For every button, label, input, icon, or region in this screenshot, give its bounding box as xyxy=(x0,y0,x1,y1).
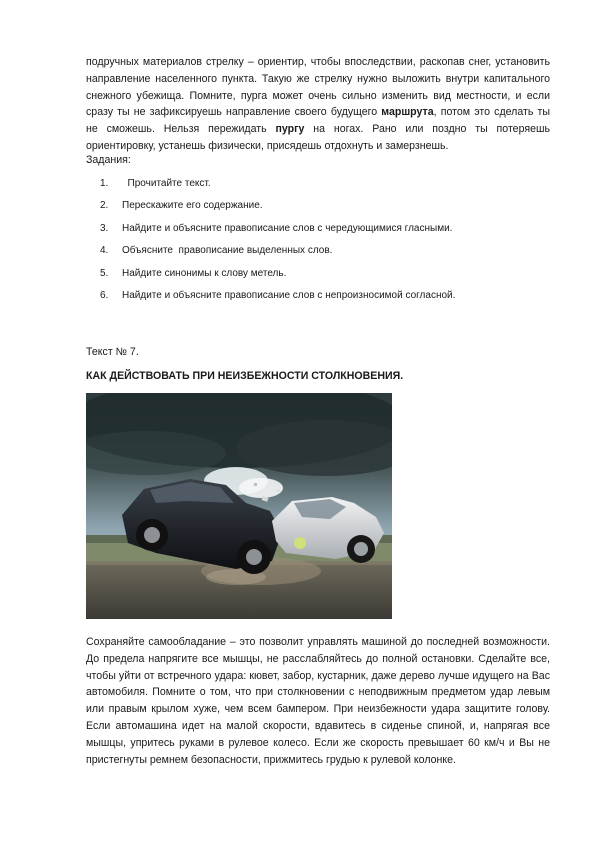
list-item-text: Найдите и объясните правописание слов с непроизносимой согласной. xyxy=(122,289,456,301)
list-item xyxy=(100,221,455,243)
paragraph-collision: Сохраняйте самообладание – это позволит управлять машиной до последней возможности. До предела напрягите все мышцы, не расслабляйтесь до полной остановки. Сделайте все, чтобы уйти от встречного удара: кювет, забор, кустарник, даже дерево лучше идущего на Вас автомобиля. Помните о том, что при столкновении с неподвижным предметом удар левым или правым крылом хуже, чем всем бампером. При неизбежности удара защитите голову. Если автомашина идет на малой скорости, вдавитесь в сиденье спиной, и, напрягая все мышцы, упритесь руками в рулевое колесо. Если же скорость превышает 60 км/ч и Вы не пристегнуты ремнем безопасности, прижмитесь грудью к рулевой колонке. xyxy=(86,636,550,766)
list-item-number: 2. xyxy=(100,200,109,212)
list-item-text: Найдите и объясните правописание слов с чередующимися гласными. xyxy=(122,222,453,234)
paragraph-text: подручных материалов стрелку – ориентир, чтобы впоследствии, раскопав снег, установить направление населенного пункта. Такую же стрелку нужно выложить внутри капитального снежного убежища. Помните, пурга может очень сильно изменить вид местности, и если сразу ты не зафиксируешь направление своего будущего xyxy=(86,56,550,119)
bold-word-blizzard: пургу xyxy=(275,123,305,136)
list-item-number: 5. xyxy=(100,267,109,279)
list-item xyxy=(100,288,455,310)
list-item-text: Прочитайте текст. xyxy=(122,178,211,189)
paragraph-blizzard xyxy=(86,54,550,155)
list-item-number: 4. xyxy=(100,245,109,257)
list-item-text: Найдите синонимы к слову метель. xyxy=(122,267,287,279)
car-crash-photo xyxy=(86,393,392,619)
list-item-text: Объясните правописание выделенных слов. xyxy=(122,245,333,257)
paragraph-text: , потом это сделать ты не сможешь. Нельзя пережидать xyxy=(86,106,551,136)
list-item xyxy=(100,198,455,220)
list-item-number: 1. xyxy=(100,178,109,189)
list-item xyxy=(100,176,455,198)
text-number: Текст № 7. xyxy=(86,346,139,358)
paragraph-text: на ногах. Рано или поздно ты потеряешь ориентировку, устанешь физически, присядешь отдохнуть и замерзнешь. xyxy=(86,123,550,152)
tasks-list xyxy=(100,176,455,310)
tasks-title: Задания: xyxy=(86,154,131,166)
list-item xyxy=(100,243,455,265)
list-item xyxy=(100,266,455,288)
list-item-number: 3. xyxy=(100,222,109,234)
list-item-number: 6. xyxy=(100,289,109,301)
section-heading: КАК ДЕЙСТВОВАТЬ ПРИ НЕИЗБЕЖНОСТИ СТОЛКНОВЕНИЯ. xyxy=(86,370,404,382)
list-item-text: Перескажите его содержание. xyxy=(122,200,263,212)
bold-word-route: маршрута xyxy=(381,106,434,119)
